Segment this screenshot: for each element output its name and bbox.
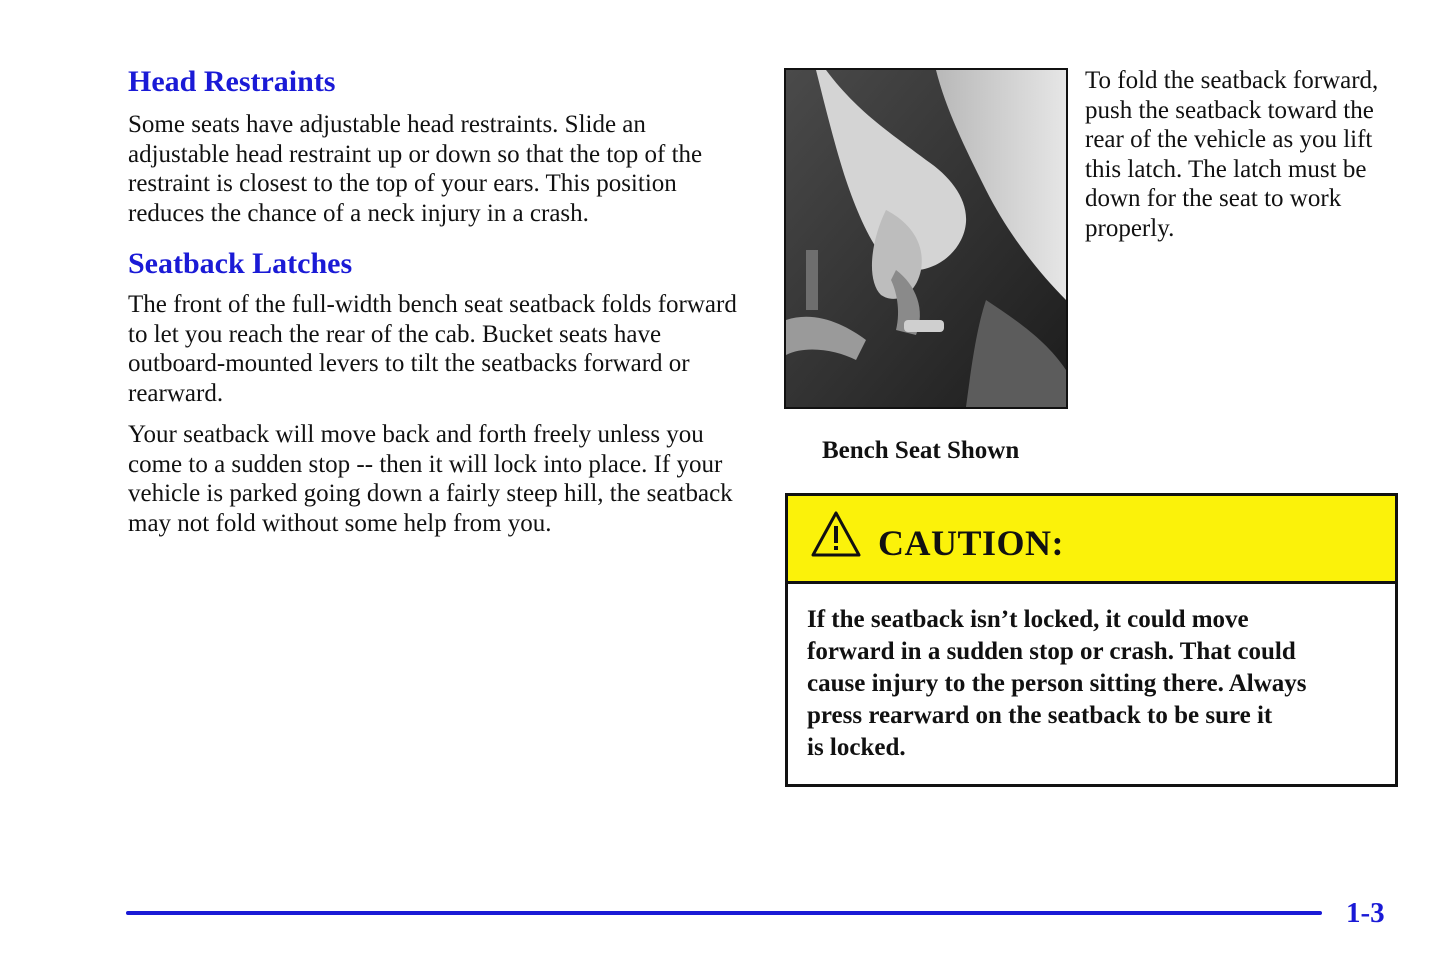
seatback-latches-paragraph-2: Your seatback will move back and forth freely unless you come to a sudden stop -- then it will lock into place. If your vehicle is parked going down a fairly steep hill, the seatback may not fold without some help from you. <box>128 421 733 537</box>
caution-title: CAUTION: <box>878 523 1065 563</box>
head-restraints-heading: Head Restraints <box>128 65 336 98</box>
latch-instructions: To fold the seatback forward, push the seatback toward the rear of the vehicle as you lift this latch. The latch must be down for the seat to work properly. <box>1085 67 1379 242</box>
left-column <box>128 64 743 538</box>
page-number: 1-3 <box>1346 897 1385 929</box>
warning-triangle-icon <box>810 510 862 563</box>
caution-body: If the seatback isn’t locked, it could move forward in a sudden stop or crash. That could cause injury to the person sitting there. Always press rearward on the seatback to be sure it is locked. <box>807 606 1307 761</box>
caution-box <box>785 493 1398 787</box>
caution-header <box>788 496 1395 584</box>
bench-seat-photo <box>784 68 1068 409</box>
head-restraints-paragraph: Some seats have adjustable head restraints. Slide an adjustable head restraint up or down so that the top of the restraint is closest to the top of your ears. This position reduces the chance of a neck injury in a crash. <box>128 111 703 227</box>
seatback-latches-paragraph-1: The front of the full-width bench seat seatback folds forward to let you reach the rear of the cab. Bucket seats have outboard-mounted levers to tilt the seatbacks forward or rearward. <box>128 291 737 407</box>
hand-latch-illustration <box>786 70 1066 407</box>
footer-rule <box>126 911 1322 915</box>
photo-caption: Bench Seat Shown <box>822 437 1020 464</box>
seatback-latches-heading: Seatback Latches <box>128 247 353 280</box>
